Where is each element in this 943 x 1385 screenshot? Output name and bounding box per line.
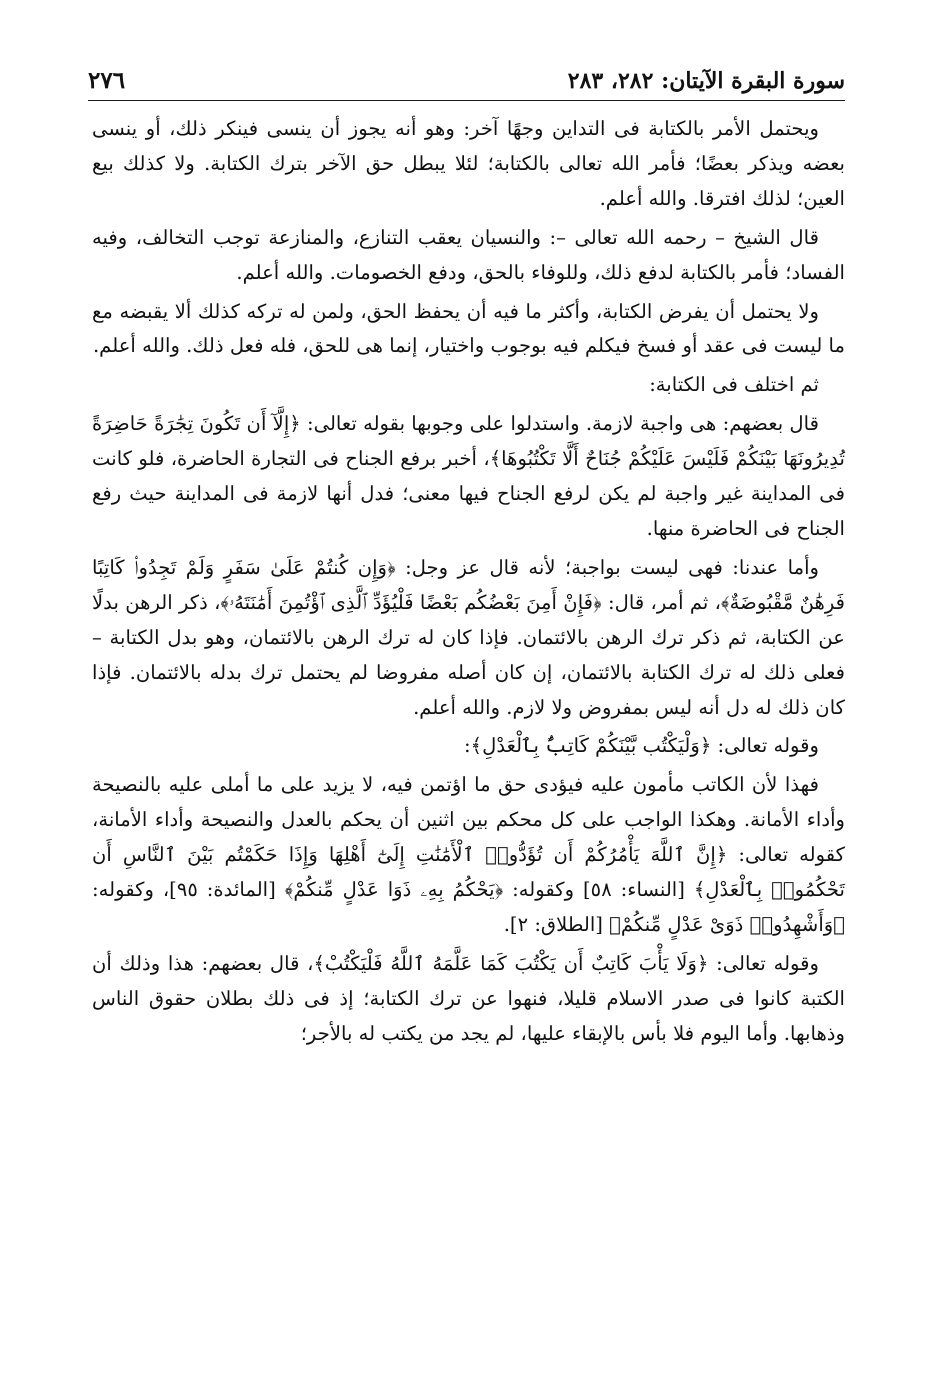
paragraph: ولا يحتمل أن يفرض الكتابة، وأكثر ما فيه أن يحفظ الحق، ولمن له تركه كذلك ألا يقبضه مع ما ليست فى عقد أو فسخ فيكلم فيه بوجوب واختيار، إنما هى للحق، فله فعل ذلك. والله أعلم. [92, 299, 845, 358]
page-number: ٢٧٦ [88, 67, 126, 94]
paragraph: قال الشيخ – رحمه الله تعالى –: والنسيان يعقب التنازع، والمنازعة توجب التخالف، وفيه الفساد؛ فأمر بالكتابة لدفع ذلك، وللوفاء بالحق، ودفع الخصومات. والله أعلم. [92, 225, 845, 284]
running-head [88, 52, 845, 101]
paragraph: وقوله تعالى: ﴿وَلْيَكْتُب بَّيْنَكُمْ كَاتِبٌۢ بِٱلْعَدْلِ﴾: [464, 734, 819, 758]
paragraph: وقوله تعالى: ﴿وَلَا يَأْبَ كَاتِبٌ أَن يَكْتُبَ كَمَا عَلَّمَهُ ٱللَّهُ فَلْيَكْتُبْ﴾، قال بعضهم: هذا وذلك أن الكتبة كانوا فى صدر الاسلام قليلا، فنهوا عن ترك الكتابة؛ إذ فى ذلك بطلان حقوق الناس وذهابها. وأما اليوم فلا بأس بالإبقاء عليها، لم يجد من يكتب له بالأجر؛ [92, 951, 845, 1045]
paragraph: ثم اختلف فى الكتابة: [649, 373, 819, 397]
paragraph: قال بعضهم: هى واجبة لازمة. واستدلوا على وجوبها بقوله تعالى: ﴿إِلَّآ أَن تَكُونَ تِجَٰرَةً حَاضِرَةً تُدِيرُونَهَا بَيْنَكُمْ فَلَيْسَ عَلَيْكُمْ جُنَاحٌ أَلَّا تَكْتُبُوهَا﴾، أخبر برفع الجناح فى التجارة الحاضرة، فلو كانت فى المداينة غير واجبة لم يكن لرفع الجناح فيها معنى؛ فدل أنها لازمة فى المداينة حيث رفع الجناح فى الحاضرة منها. [92, 412, 845, 540]
page-body [92, 112, 845, 1056]
surah-title: سورة البقرة الآيتان: ٢٨٢، ٢٨٣ [567, 68, 845, 94]
paragraph: ويحتمل الأمر بالكتابة فى التداين وجهًا آخر: وهو أنه يجوز أن ينسى فينكر ذلك، أو ينسى بعضه ويذكر بعضًا؛ فأمر الله تعالى بالكتابة؛ لئلا يبطل حق الآخر بترك الكتابة. ولا كذلك بيع العين؛ لذلك افترقا. والله أعلم. [92, 117, 845, 210]
paragraph: وأما عندنا: فهى ليست بواجبة؛ لأنه قال عز وجل: ﴿وَإِن كُنتُمْ عَلَىٰ سَفَرٍ وَلَمْ تَجِدُوا۟ كَاتِبًا فَرِهَٰنٌ مَّقْبُوضَةٌ﴾، ثم أمر، قال: ﴿فَإِنْ أَمِنَ بَعْضُكُم بَعْضًا فَلْيُؤَدِّ ٱلَّذِى ٱؤْتُمِنَ أَمَٰنَتَهُۥ﴾، ذكر الرهن بدلًا عن الكتابة، ثم ذكر ترك الرهن بالائتمان. فإذا كان له ترك الرهن بالائتمان، وهو بدل الكتابة – فعلى ذلك له ترك الكتابة بالائتمان، إن كان أصله مفروضا لم يحتمل ترك بدله بالائتمان. فإذا كان ذلك له دل أنه ليس بمفروض ولا لازم. والله أعلم. [92, 555, 845, 719]
paragraph: فهذا لأن الكاتب مأمون عليه فيؤدى حق ما اؤتمن فيه، لا يزيد على ما أملى عليه بالنصيحة وأداء الأمانة. وهكذا الواجب على كل محكم بين اثنين أن يحكم بالعدل والنصيحة وأداء الأمانة، كقوله تعالى: ﴿إِنَّ ٱللَّهَ يَأْمُرُكُمْ أَن تُؤَدُّوا۟ ٱلْأَمَٰنَٰتِ إِلَىٰٓ أَهْلِهَا وَإِذَا حَكَمْتُم بَيْنَ ٱلنَّاسِ أَن تَحْكُمُوا۟ بِٱلْعَدْلِ﴾ [النساء: ٥٨] وكقوله: ﴿يَحْكُمُ بِهِۦ ذَوَا عَدْلٍ مِّنكُمْ﴾ [المائدة: ٩٥]، وكقوله: ﴿وَأَشْهِدُوا۟ ذَوَىْ عَدْلٍ مِّنكُمْ﴾ [الطلاق: ٢]. [92, 773, 846, 936]
